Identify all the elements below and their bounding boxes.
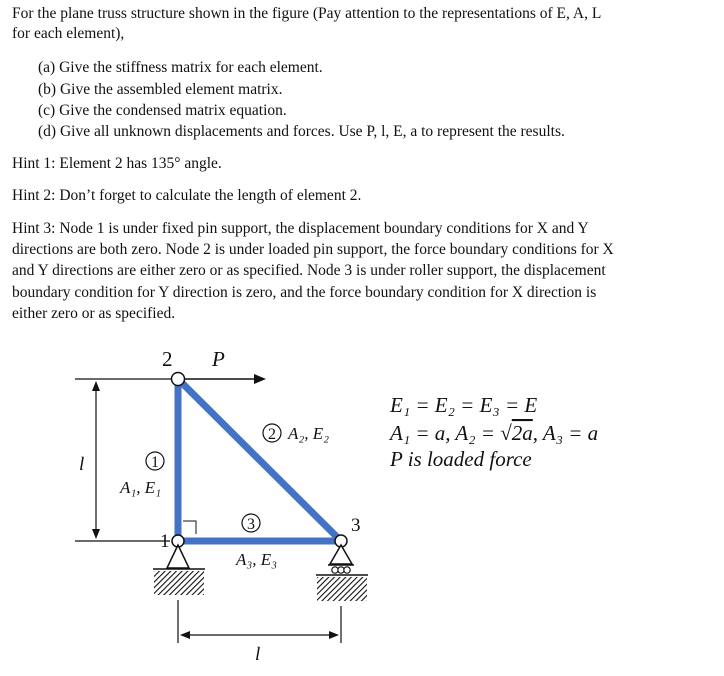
node-2-label: 2 [162,347,173,371]
horizontal-dimension-label: l [255,644,261,665]
truss-figure [0,330,724,676]
vertical-dimension-arrow-down [92,529,100,539]
intro-line-2: for each element), [12,25,125,42]
pin-support-node-1 [167,545,189,568]
element-2-properties: A₂, E₂ [288,424,330,443]
hint-3-line-1: Hint 3: Node 1 is under fixed pin support, the displacement boundary conditions for X and Y [12,220,589,237]
hint-2: Hint 2: Don’t forget to calculate the length of element 2. [12,187,362,204]
ground-hatch-node-1 [154,571,204,595]
roller-wheel [344,567,350,573]
legend-line-2 [388,421,598,445]
legend-sqrt-symbol: √ [500,421,512,445]
right-angle-marker [183,521,196,534]
element-1-number: 1 [151,454,159,471]
node-1-label: 1 [160,531,170,552]
vertical-dimension-label: l [79,454,85,475]
ground-hatch-node-3 [317,577,367,601]
node-3-label: 3 [351,515,361,536]
horizontal-dimension-arrow-left [180,631,190,639]
element-2 [178,379,341,541]
load-arrowhead [254,374,266,384]
legend-line-1: E₁ = E₂ = E₃ = E [390,393,538,417]
legend-line-3: P is loaded force [390,447,532,471]
hint-3-line-2: directions are both zero. Node 2 is under loaded pin support, the force boundary conditions for X [12,241,614,258]
intro-line-1: For the plane truss structure shown in the figure (Pay attention to the representations of E, A, L [12,5,602,22]
hint-3-line-3: and Y directions are either zero or as specified. Node 3 is under roller support, the displacement [12,262,606,279]
node-2 [172,373,185,386]
roller-support-node-3 [330,545,352,564]
legend-sqrt-radicand: 2a [511,421,533,445]
hint-3-line-4: boundary condition for Y direction is zero, and the force boundary condition for X direction is [12,284,597,301]
load-label: P [212,347,225,371]
hint-1: Hint 1: Element 2 has 135° angle. [12,155,222,172]
hint-3-line-5: either zero or as specified. [12,305,176,322]
element-2-number: 2 [268,426,276,443]
element-3-properties: A₃, E₃ [236,550,278,569]
vertical-dimension-arrow-up [92,381,100,391]
element-3-number: 3 [247,516,255,533]
legend-area-equation-a: A₁ = a, A₂ = [390,421,501,445]
part-a: (a) Give the stiffness matrix for each element. [38,59,323,76]
part-c: (c) Give the condensed matrix equation. [38,102,287,119]
part-b: (b) Give the assembled element matrix. [38,81,283,98]
element-1-properties: A₁, E₁ [120,478,162,497]
part-d: (d) Give all unknown displacements and forces. Use P, l, E, a to represent the results. [38,123,565,140]
horizontal-dimension-arrow-right [329,631,339,639]
legend-area-equation-b: , A₃ = a [532,421,599,445]
